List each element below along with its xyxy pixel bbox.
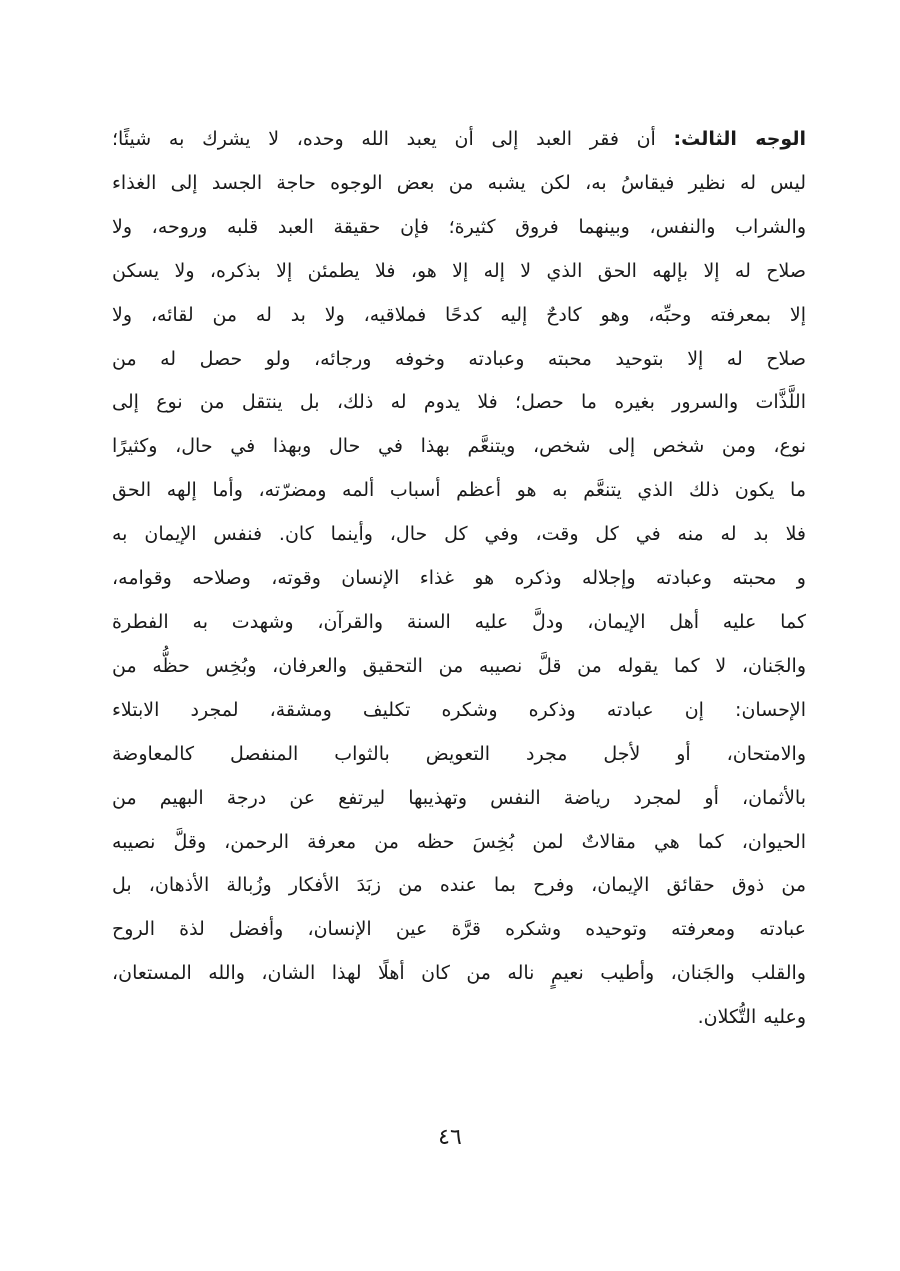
text-line-1 — [112, 118, 806, 162]
text-line-6: صلاح له إلا بتوحيد محبته وعبادته وخوفه ورجائه، ولو حصل له من — [112, 347, 806, 370]
text-line-21: وعليه التُّكلان. — [697, 1006, 806, 1029]
text-line-14: الإحسان: إن عبادته وذكره وشكره تكليف ومشقة، لمجرد الابتلاء — [112, 698, 806, 721]
text-line-1-body: أن فقر العبد إلى أن يعبد الله وحده، لا يشرك به شيئًا؛ — [112, 128, 674, 150]
text-line-20: والقلب والجَنان، وأطيب نعيمٍ ناله من كان أهلًا لهذا الشان، والله المستعان، — [112, 962, 806, 985]
text-line-4: صلاح له إلا بإلهه الحق الذي لا إله إلا هو، فلا يطمئن إلا بذكره، ولا يسكن — [112, 259, 806, 282]
page-number: ٤٦ — [438, 1125, 462, 1150]
text-line-16: بالأثمان، أو لمجرد رياضة النفس وتهذيبها ليرتفع عن درجة البهيم من — [112, 786, 806, 809]
text-line-5: إلا بمعرفته وحبِّه، وهو كادحٌ إليه كدحًا فملاقيه، ولا بد له من لقائه، ولا — [112, 303, 806, 326]
text-line-12: كما عليه أهل الإيمان، ودلَّ عليه السنة والقرآن، وشهدت به الفطرة — [112, 610, 806, 633]
section-heading: الوجه الثالث: — [673, 128, 806, 150]
text-line-9: ما يكون ذلك الذي يتنعَّم به هو أعظم أسباب ألمه ومضرّته، وأما إلهه الحق — [112, 479, 806, 502]
text-line-10: فلا بد له منه في كل وقت، وفي كل حال، وأينما كان. فنفس الإيمان به — [112, 523, 806, 546]
text-line-17: الحيوان، كما هي مقالاتٌ لمن بُخِسَ حظه من معرفة الرحمن، وقلَّ نصيبه — [112, 830, 806, 853]
body-text — [112, 118, 806, 1040]
text-line-7: اللَّذَّات والسرور بغيره ما حصل؛ فلا يدوم له ذلك، بل ينتقل من نوع إلى — [112, 391, 806, 414]
text-line-19: عبادته ومعرفته وتوحيده وشكره قرَّة عين الإنسان، وأفضل لذة الروح — [112, 918, 806, 941]
text-line-11: و محبته وعبادته وإجلاله وذكره هو غذاء الإنسان وقوته، وصلاحه وقوامه، — [112, 567, 806, 590]
text-line-2: ليس له نظير فيقاسُ به، لكن يشبه من بعض الوجوه حاجة الجسد إلى الغذاء — [112, 171, 806, 194]
text-line-13: والجَنان، لا كما يقوله من قلَّ نصيبه من التحقيق والعرفان، وبُخِس حظُّه من — [112, 654, 806, 677]
text-line-15: والامتحان، أو لأجل مجرد التعويض بالثواب المنفصل كالمعاوضة — [112, 742, 806, 765]
text-line-18: من ذوق حقائق الإيمان، وفرح بما عنده من زبَدَ الأفكار وزُبالة الأذهان، بل — [112, 874, 806, 897]
text-line-3: والشراب والنفس، وبينهما فروق كثيرة؛ فإن حقيقة العبد قلبه وروحه، ولا — [112, 215, 806, 238]
text-line-8: نوع، ومن شخص إلى شخص، ويتنعَّم بهذا في حال وبهذا في حال، وكثيرًا — [112, 435, 806, 458]
